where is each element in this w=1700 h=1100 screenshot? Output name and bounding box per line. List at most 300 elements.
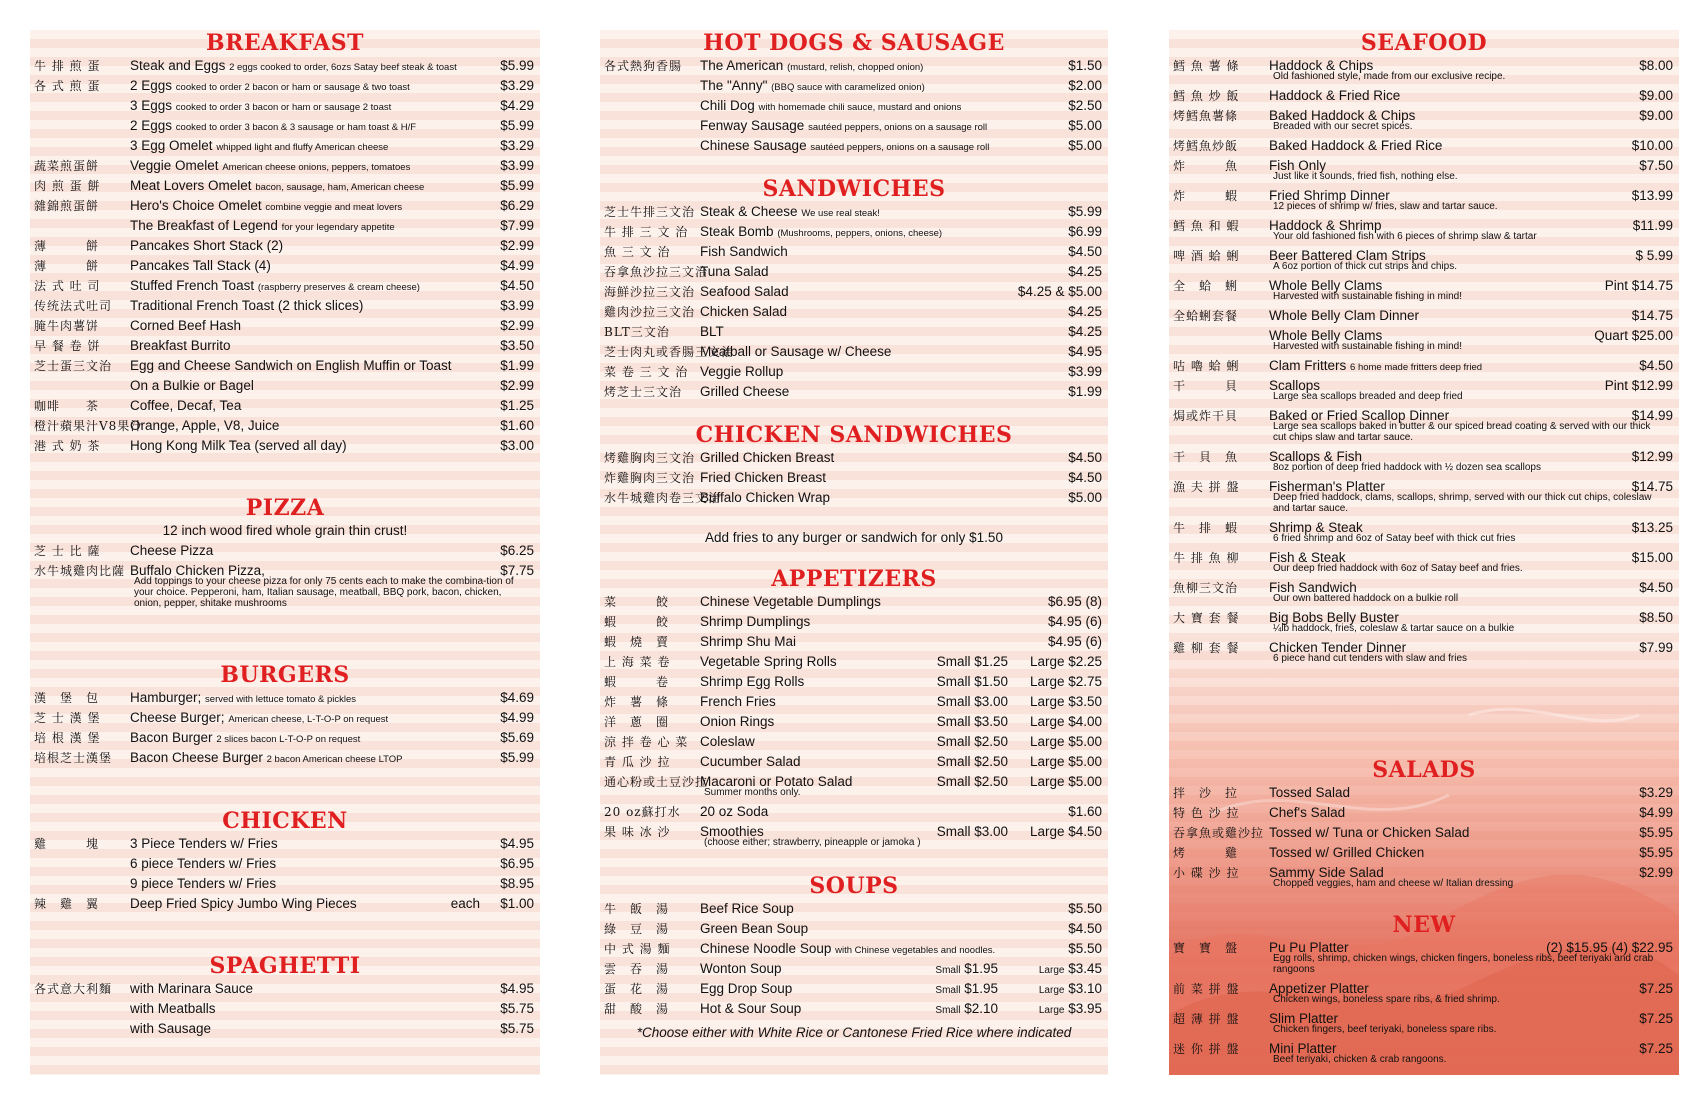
menu-item-row bbox=[600, 96, 1108, 116]
menu-item-chinese-name: 薄 餅 bbox=[34, 239, 100, 253]
menu-item-description: Egg rolls, shrimp, chicken wings, chicken fingers, boneless ribs, beef teriyaki and crab rangoons bbox=[1273, 953, 1654, 975]
menu-item-title: 2 Eggs bbox=[130, 118, 173, 133]
menu-item-small-price bbox=[935, 959, 998, 981]
menu-item-title: Scallops bbox=[1269, 378, 1321, 393]
menu-item-chinese-name: 鱈 魚 和 蝦 bbox=[1173, 219, 1240, 233]
menu-item-name bbox=[700, 448, 834, 468]
menu-item bbox=[30, 834, 540, 854]
soups-title: SOUPS bbox=[809, 873, 899, 899]
menu-item-chinese-name: 炸雞胸肉三文治 bbox=[604, 471, 696, 485]
menu-item-name bbox=[130, 416, 279, 436]
menu-item-name bbox=[1269, 276, 1382, 296]
menu-item-price: $5.50 bbox=[1068, 901, 1102, 916]
menu-item-row bbox=[1169, 578, 1679, 598]
menu-item-chinese-name: 牛 飯 湯 bbox=[604, 902, 670, 916]
menu-item bbox=[30, 336, 540, 356]
menu-item-row bbox=[30, 236, 540, 256]
menu-item-chinese-name: 超 薄 拼 盤 bbox=[1173, 1012, 1240, 1026]
menu-item-row bbox=[1169, 406, 1679, 426]
menu-item-price: $11.99 bbox=[1632, 218, 1673, 233]
small-price-value: $1.95 bbox=[964, 961, 998, 976]
menu-item-name bbox=[700, 488, 830, 508]
menu-item-row bbox=[600, 822, 1108, 842]
menu-item bbox=[1169, 783, 1679, 803]
menu-item-name bbox=[1269, 216, 1382, 236]
chicken-sandwiches-title: CHICKEN SANDWICHES bbox=[695, 422, 1013, 448]
menu-item-title: 3 Eggs bbox=[130, 98, 173, 113]
menu-item bbox=[1169, 136, 1679, 156]
menu-item-description: Large sea scallops baked in butter & our spiced bread coating & served with our thick cut chips slaw and tartar sauce. bbox=[1273, 421, 1651, 443]
menu-item-note: 2 bacon American cheese LTOP bbox=[266, 754, 403, 765]
menu-item-title: Vegetable Spring Rolls bbox=[700, 654, 837, 669]
menu-item-price: $ 5.99 bbox=[1635, 248, 1673, 263]
menu-item-chinese-name: 拌 沙 拉 bbox=[1173, 786, 1239, 800]
menu-item-chinese-name: 各式熱狗香腸 bbox=[604, 59, 683, 73]
menu-item-chinese-name: 橙汁蘋果汁V8果汁 bbox=[34, 419, 144, 433]
menu-item bbox=[600, 96, 1108, 116]
menu-item-title: Shrimp Egg Rolls bbox=[700, 674, 805, 689]
menu-item bbox=[600, 282, 1108, 302]
menu-item-title: Grilled Cheese bbox=[700, 384, 790, 399]
menu-item-title: Steak & Cheese bbox=[700, 204, 798, 219]
chicken-section bbox=[30, 808, 540, 914]
menu-item bbox=[1169, 246, 1679, 272]
menu-item-chinese-name: 中 式 湯 麵 bbox=[604, 942, 671, 956]
menu-item-name bbox=[130, 728, 360, 750]
menu-item-row bbox=[600, 322, 1108, 342]
pizza-section bbox=[30, 495, 540, 613]
menu-item-row bbox=[30, 396, 540, 416]
menu-item-chinese-name: 肉 煎 蛋 餅 bbox=[34, 179, 101, 193]
menu-item-name bbox=[1269, 1039, 1337, 1059]
menu-item-name bbox=[130, 376, 254, 396]
menu-item-price: $5.99 bbox=[500, 178, 534, 193]
menu-item bbox=[600, 382, 1108, 402]
menu-item-chinese-name: 芝士牛排三文治 bbox=[604, 205, 696, 219]
menu-item-chinese-name: 蔬菜煎蛋餅 bbox=[34, 159, 100, 173]
menu-item-chinese-name: 早 餐 卷 饼 bbox=[34, 339, 101, 353]
menu-item-row bbox=[1169, 326, 1679, 346]
menu-item-price: $9.00 bbox=[1639, 108, 1673, 123]
menu-item-row bbox=[600, 342, 1108, 362]
menu-item-title: Meat Lovers Omelet bbox=[130, 178, 252, 193]
menu-item bbox=[1169, 406, 1679, 443]
menu-item-description: Beef teriyaki, chicken & crab rangoons. bbox=[1273, 1054, 1447, 1065]
menu-item-title: Slim Platter bbox=[1269, 1011, 1339, 1026]
menu-item-name bbox=[130, 854, 276, 874]
soups-section bbox=[600, 873, 1108, 1043]
menu-item-row bbox=[30, 376, 540, 396]
menu-item-row bbox=[600, 222, 1108, 242]
menu-item-price: $3.99 bbox=[1068, 364, 1102, 379]
menu-item-chinese-name: 雞 柳 套 餐 bbox=[1173, 641, 1240, 655]
menu-item-name bbox=[700, 672, 804, 692]
menu-item-name bbox=[130, 708, 388, 730]
menu-item-price: $5.69 bbox=[500, 730, 534, 745]
menu-panel-right bbox=[1169, 30, 1679, 1075]
menu-item-name bbox=[130, 748, 403, 770]
menu-item-name bbox=[700, 592, 881, 612]
menu-item-title: Haddock & Shrimp bbox=[1269, 218, 1382, 233]
menu-item-price: $4.69 bbox=[500, 690, 534, 705]
menu-item-description: Deep fried haddock, clams, scallops, shrimp, served with our thick cut chips, coleslaw and tartar sauce. bbox=[1273, 492, 1652, 514]
menu-item-chinese-name: 大 寶 套 餐 bbox=[1173, 611, 1240, 625]
menu-item-row bbox=[600, 76, 1108, 96]
menu-item-description: 6 fried shrimp and 6oz of Satay beef with thick cut fries bbox=[1273, 533, 1516, 544]
menu-item-name bbox=[700, 56, 923, 78]
menu-item-name bbox=[700, 76, 925, 98]
menu-item bbox=[600, 202, 1108, 222]
menu-item-description: Chopped veggies, ham and cheese w/ Italian dressing bbox=[1273, 878, 1514, 889]
menu-item-chinese-name: 啤 酒 蛤 蜊 bbox=[1173, 249, 1240, 263]
small-label: Small bbox=[935, 1005, 961, 1016]
menu-item bbox=[30, 396, 540, 416]
menu-item-description: Add toppings to your cheese pizza for only 75 cents each to make the combina-tion of your choice. Pepperoni, ham, Italian sausage, meatball, BBQ pork, bacon, chicken, onion, pepper, shitake mushrooms bbox=[134, 576, 514, 609]
fries-note: Add fries to any burger or sandwich for only $1.50 bbox=[705, 530, 1003, 545]
menu-item-row bbox=[30, 416, 540, 436]
menu-item-chinese-name: 蝦 燒 賣 bbox=[604, 635, 670, 649]
menu-item-chinese-name: 特 色 沙 拉 bbox=[1173, 806, 1240, 820]
menu-item-chinese-name: 培 根 漢 堡 bbox=[34, 731, 101, 745]
menu-item-name bbox=[130, 894, 357, 914]
menu-item-chinese-name: 烤芝士三文治 bbox=[604, 385, 683, 399]
menu-item-price: $6.29 bbox=[500, 198, 534, 213]
menu-item-row bbox=[1169, 477, 1679, 497]
menu-item bbox=[30, 356, 540, 376]
spaghetti-section bbox=[30, 953, 540, 1039]
menu-item-row bbox=[1169, 518, 1679, 538]
menu-item-chinese-name: 全蛤蜊套餐 bbox=[1173, 309, 1239, 323]
menu-item-small-price: Small $3.50 bbox=[936, 714, 1008, 729]
menu-item-name bbox=[130, 316, 241, 336]
menu-item-chinese-name: 海鮮沙拉三文治 bbox=[604, 285, 696, 299]
menu-item-price: $4.25 bbox=[1068, 324, 1102, 339]
menu-item-small-price bbox=[935, 979, 998, 1001]
menu-item-name bbox=[130, 56, 457, 78]
menu-item-row bbox=[600, 959, 1108, 979]
menu-item-name bbox=[130, 256, 271, 276]
menu-item-price: $13.99 bbox=[1631, 188, 1673, 203]
menu-item-row bbox=[30, 894, 540, 914]
menu-item-price: $4.95 bbox=[1068, 344, 1102, 359]
spaghetti-title: SPAGHETTI bbox=[209, 953, 361, 979]
menu-item-title: Tossed Salad bbox=[1269, 785, 1351, 800]
menu-item-small-price: Small $3.00 bbox=[936, 694, 1008, 709]
menu-item-price: $4.25 bbox=[1068, 304, 1102, 319]
menu-item-title: Deep Fried Spicy Jumbo Wing Pieces bbox=[130, 896, 357, 911]
menu-item-title: Corned Beef Hash bbox=[130, 318, 242, 333]
menu-item-title: Stuffed French Toast bbox=[130, 278, 255, 293]
menu-item-title: Shrimp Shu Mai bbox=[700, 634, 797, 649]
menu-item-title: Pancakes Short Stack (2) bbox=[130, 238, 284, 253]
menu-item bbox=[1169, 638, 1679, 664]
menu-item-chinese-name: 寶 寶 盤 bbox=[1173, 941, 1239, 955]
menu-item-row bbox=[600, 362, 1108, 382]
menu-item bbox=[600, 652, 1108, 672]
menu-item-chinese-name: 炸 薯 條 bbox=[604, 695, 670, 709]
rice-footnote: *Choose either with White Rice or Cantonese Fried Rice where indicated bbox=[636, 1025, 1072, 1040]
menu-item bbox=[600, 999, 1108, 1019]
menu-item-small-price: Small $2.50 bbox=[936, 754, 1008, 769]
menu-item-note: with Chinese vegetables and noodles. bbox=[835, 945, 996, 956]
menu-item-price: $6.95 (8) bbox=[1047, 594, 1102, 609]
menu-item bbox=[30, 256, 540, 276]
menu-item-price: $4.95 bbox=[500, 836, 534, 851]
menu-item-row bbox=[600, 712, 1108, 732]
menu-item-title: Pancakes Tall Stack (4) bbox=[130, 258, 271, 273]
menu-item-row bbox=[600, 919, 1108, 939]
hotdogs-title: HOT DOGS & SAUSAGE bbox=[703, 30, 1005, 56]
menu-item-row bbox=[30, 136, 540, 156]
menu-item-chinese-name: 漁 夫 拼 盤 bbox=[1173, 480, 1240, 494]
menu-item-price: $7.25 bbox=[1639, 981, 1673, 996]
menu-item-title: Scallops & Fish bbox=[1269, 449, 1363, 464]
menu-item bbox=[1169, 276, 1679, 302]
menu-item bbox=[30, 979, 540, 999]
menu-item-title: Mini Platter bbox=[1269, 1041, 1337, 1056]
menu-item-row bbox=[600, 262, 1108, 282]
menu-item-title: Baked or Fried Scallop Dinner bbox=[1269, 408, 1450, 423]
menu-item-price: $7.25 bbox=[1639, 1011, 1673, 1026]
menu-item-name bbox=[1269, 938, 1349, 958]
menu-item bbox=[1169, 1039, 1679, 1065]
menu-item-row bbox=[1169, 376, 1679, 396]
menu-item-name bbox=[130, 874, 276, 894]
menu-item-title: Chinese Sausage bbox=[700, 138, 807, 153]
menu-item bbox=[600, 262, 1108, 282]
menu-item-title: Fenway Sausage bbox=[700, 118, 805, 133]
menu-item-name bbox=[1269, 106, 1415, 126]
menu-item bbox=[1169, 979, 1679, 1005]
menu-item-chinese-name: 雲 吞 湯 bbox=[604, 962, 670, 976]
menu-item-row bbox=[1169, 608, 1679, 628]
menu-item-name bbox=[130, 356, 451, 376]
menu-item bbox=[600, 362, 1108, 382]
menu-item-chinese-name: 烤雞胸肉三文治 bbox=[604, 451, 696, 465]
menu-item-price: $4.99 bbox=[1639, 805, 1673, 820]
menu-item-title: Meatball or Sausage w/ Cheese bbox=[700, 344, 892, 359]
menu-item-chinese-name: 雜錦煎蛋餅 bbox=[34, 199, 100, 213]
menu-item bbox=[600, 488, 1108, 508]
menu-item-chinese-name: 芝 士 漢 堡 bbox=[34, 711, 101, 725]
menu-item-description: Harvested with sustainable fishing in mind! bbox=[1273, 291, 1462, 302]
menu-item-row bbox=[30, 874, 540, 894]
menu-item-name bbox=[1269, 136, 1442, 156]
menu-item-row bbox=[600, 899, 1108, 919]
menu-item-price: $4.50 bbox=[1639, 580, 1673, 595]
menu-item-price: $5.95 bbox=[1639, 845, 1673, 860]
menu-item-note: (BBQ sauce with caramelized onion) bbox=[771, 82, 925, 93]
new-title: NEW bbox=[1392, 912, 1456, 938]
menu-item-small-price: Small $2.50 bbox=[936, 774, 1008, 789]
menu-item-row bbox=[30, 436, 540, 456]
menu-item-row bbox=[1169, 548, 1679, 568]
menu-item-price: $5.99 bbox=[500, 750, 534, 765]
menu-item-name bbox=[1269, 638, 1406, 658]
menu-item-title: Orange, Apple, V8, Juice bbox=[130, 418, 280, 433]
menu-item-title: Egg and Cheese Sandwich on English Muffin or Toast bbox=[130, 358, 452, 373]
menu-item-chinese-name: 炸 蝦 bbox=[1173, 189, 1239, 203]
menu-item-row bbox=[30, 156, 540, 176]
menu-item-row bbox=[30, 176, 540, 196]
menu-item-chinese-name: 法 式 吐 司 bbox=[34, 279, 101, 293]
menu-item-name bbox=[130, 396, 241, 416]
menu-item-name bbox=[1269, 376, 1320, 396]
menu-item bbox=[600, 56, 1108, 76]
menu-item-name bbox=[1269, 477, 1385, 497]
appetizers-title: APPETIZERS bbox=[771, 566, 937, 592]
menu-item-row bbox=[30, 116, 540, 136]
menu-item-row bbox=[30, 96, 540, 116]
menu-item-chinese-name: 牛 排 三 文 治 bbox=[604, 225, 689, 239]
menu-item-price: $1.00 bbox=[500, 896, 534, 911]
menu-item-row bbox=[1169, 938, 1679, 958]
menu-item-name bbox=[700, 136, 989, 158]
menu-item-name bbox=[700, 282, 789, 302]
menu-item-price: $4.29 bbox=[500, 98, 534, 113]
menu-item-title: Cucumber Salad bbox=[700, 754, 801, 769]
menu-item-name bbox=[1269, 186, 1390, 206]
menu-item-row bbox=[30, 688, 540, 708]
menu-item-price: $8.00 bbox=[1639, 58, 1673, 73]
menu-item bbox=[600, 136, 1108, 156]
menu-item bbox=[30, 176, 540, 196]
menu-item bbox=[1169, 326, 1679, 352]
menu-item-price: $2.99 bbox=[1639, 865, 1673, 880]
menu-item-price: $4.95 bbox=[500, 981, 534, 996]
menu-item-note: combine veggie and meat lovers bbox=[265, 202, 403, 213]
pizza-title: PIZZA bbox=[245, 495, 325, 521]
menu-item-title: Grilled Chicken Breast bbox=[700, 450, 835, 465]
menu-item-title: Hamburger; bbox=[130, 690, 202, 705]
menu-item bbox=[30, 894, 540, 914]
menu-item-name bbox=[1269, 326, 1382, 346]
menu-item bbox=[30, 156, 540, 176]
menu-item-name bbox=[1269, 578, 1357, 598]
menu-item-row bbox=[30, 276, 540, 296]
menu-item-name bbox=[130, 156, 410, 178]
menu-item-title: Macaroni or Potato Salad bbox=[700, 774, 853, 789]
menu-item-large-price: Large $2.75 bbox=[1029, 674, 1102, 689]
menu-item bbox=[1169, 56, 1679, 82]
menu-item-name bbox=[700, 322, 724, 342]
menu-item bbox=[30, 56, 540, 76]
menu-item bbox=[600, 322, 1108, 342]
menu-item-row bbox=[30, 356, 540, 376]
menu-item-row bbox=[1169, 86, 1679, 106]
hotdogs-list bbox=[600, 56, 1108, 156]
menu-item-title: 3 Piece Tenders w/ Fries bbox=[130, 836, 278, 851]
menu-item-chinese-name: 菜 卷 三 文 治 bbox=[604, 365, 689, 379]
menu-item-note: 2 eggs cooked to order, 6ozs Satay beef steak & toast bbox=[229, 62, 457, 73]
menu-item-price: $3.99 bbox=[500, 158, 534, 173]
menu-item-chinese-name: 各 式 煎 蛋 bbox=[34, 79, 101, 93]
menu-item-title: Beef Rice Soup bbox=[700, 901, 794, 916]
menu-item-chinese-name: 水牛城雞肉卷三文治 bbox=[604, 491, 722, 505]
menu-item-small-price: Small $1.25 bbox=[936, 654, 1008, 669]
seafood-title: SEAFOOD bbox=[1360, 30, 1488, 56]
menu-item bbox=[600, 959, 1108, 979]
menu-item-name bbox=[700, 899, 794, 919]
menu-item-title: Hot & Sour Soup bbox=[700, 1001, 802, 1016]
menu-item bbox=[600, 302, 1108, 322]
menu-item-price: $3.50 bbox=[500, 338, 534, 353]
menu-item-title: Buffalo Chicken Pizza, bbox=[130, 563, 265, 578]
salads-list bbox=[1169, 783, 1679, 889]
menu-item-row bbox=[600, 652, 1108, 672]
menu-item-note: American cheese, L-T-O-P on request bbox=[228, 714, 389, 725]
menu-item-price: $6.95 bbox=[500, 856, 534, 871]
menu-item-name bbox=[700, 242, 788, 262]
menu-item-name bbox=[130, 999, 216, 1019]
menu-item-description: Chicken fingers, beef teriyaki, boneless spare ribs. bbox=[1273, 1024, 1497, 1035]
menu-item-row bbox=[600, 242, 1108, 262]
menu-item-title: Egg Drop Soup bbox=[700, 981, 793, 996]
menu-item-title: Pu Pu Platter bbox=[1269, 940, 1349, 955]
menu-item-price: $3.29 bbox=[1639, 785, 1673, 800]
menu-item bbox=[600, 592, 1108, 612]
new-section bbox=[1169, 912, 1679, 1069]
menu-item-row bbox=[600, 116, 1108, 136]
menu-item-title: Coleslaw bbox=[700, 734, 755, 749]
menu-item-name bbox=[1269, 246, 1426, 266]
menu-item-price: $3.00 bbox=[500, 438, 534, 453]
menu-item-row bbox=[600, 202, 1108, 222]
menu-item-price: $2.99 bbox=[500, 318, 534, 333]
menu-item-chinese-name: 烤 雞 bbox=[1173, 846, 1239, 860]
menu-item-note: cooked to order 3 bacon or ham or sausage 2 toast bbox=[175, 102, 392, 113]
menu-item-row bbox=[600, 979, 1108, 999]
large-label: Large bbox=[1038, 1005, 1065, 1016]
menu-item-name bbox=[700, 116, 987, 138]
menu-item-title: Haddock & Chips bbox=[1269, 58, 1374, 73]
menu-item-chinese-name: 芝士肉丸或香腸三文治 bbox=[604, 345, 735, 359]
menu-item-title: Chicken Tender Dinner bbox=[1269, 640, 1407, 655]
menu-item-description: A 6oz portion of thick cut strips and chips. bbox=[1273, 261, 1457, 272]
menu-item-title: Fish Sandwich bbox=[700, 244, 788, 259]
menu-item-row bbox=[600, 732, 1108, 752]
small-price-value: $2.10 bbox=[964, 1001, 998, 1016]
large-price-value: $3.45 bbox=[1068, 961, 1102, 976]
menu-item-title: Fried Shrimp Dinner bbox=[1269, 188, 1390, 203]
menu-item-description: 8oz portion of deep fried haddock with ½ dozen sea scallops bbox=[1273, 462, 1541, 473]
menu-item-price: $1.60 bbox=[500, 418, 534, 433]
menu-item-chinese-name: 上 海 菜 卷 bbox=[604, 655, 671, 669]
menu-item-title: Tossed w/ Grilled Chicken bbox=[1269, 845, 1425, 860]
menu-item bbox=[1169, 938, 1679, 975]
menu-item bbox=[600, 712, 1108, 732]
menu-item-price: $3.29 bbox=[500, 78, 534, 93]
menu-item-price: $6.99 bbox=[1068, 224, 1102, 239]
menu-item-row bbox=[30, 296, 540, 316]
menu-item-note: with homemade chili sauce, mustard and onions bbox=[758, 102, 962, 113]
menu-item-row bbox=[30, 999, 540, 1019]
menu-item-chinese-name: 各式意大利麵 bbox=[34, 982, 113, 996]
menu-item-row bbox=[1169, 863, 1679, 883]
menu-item-title: The American bbox=[700, 58, 784, 73]
menu-item-price: $5.75 bbox=[500, 1001, 534, 1016]
chicken-list bbox=[30, 834, 540, 914]
menu-item-row bbox=[600, 752, 1108, 772]
menu-item-price: $15.00 bbox=[1631, 550, 1673, 565]
menu-item-chinese-name: 通心粉或土豆沙拉 bbox=[604, 775, 709, 789]
menu-item-row bbox=[600, 632, 1108, 652]
menu-item-description: 6 piece hand cut tenders with slaw and fries bbox=[1273, 653, 1467, 664]
small-label: Small bbox=[935, 965, 961, 976]
menu-item-row bbox=[600, 382, 1108, 402]
menu-item-title: Wonton Soup bbox=[700, 961, 782, 976]
menu-item bbox=[1169, 186, 1679, 212]
